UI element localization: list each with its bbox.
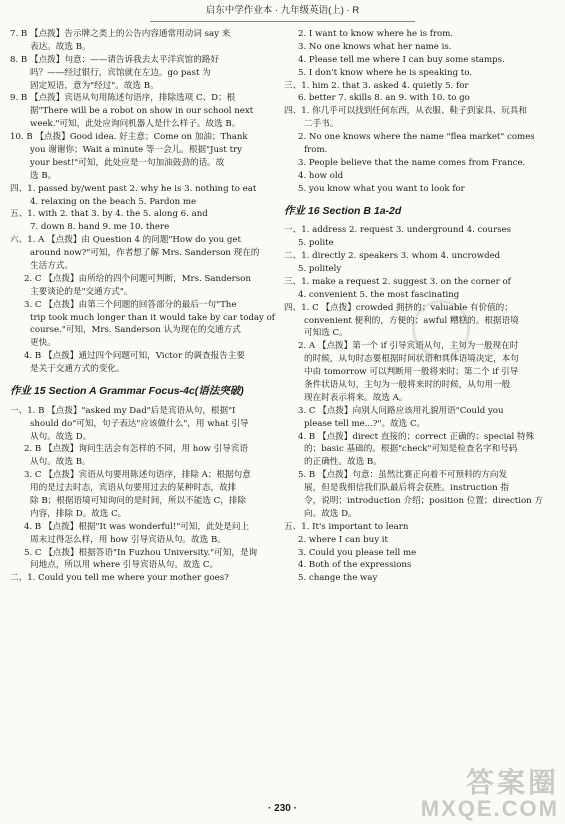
answer-line: 固定短语，意为"经过"。故选 B。 [30, 80, 159, 91]
answer-line: 吗？——经过银行，宾馆就在左边。go past 为 [30, 67, 211, 78]
answer-line: 据"There will be a robot on show in our school next [30, 106, 254, 117]
answer-line: 7. down 8. hand 9. me 10. there [30, 222, 170, 233]
answer-line: 生活方式。 [30, 261, 73, 272]
answer-line: 4. B 【点拨】根据"It was wonderful!"可知，此处是问上 [24, 521, 250, 532]
answer-line: 除 B；根据语境可知询问的是时间，所以不能选 C，排除 [30, 496, 247, 507]
answer-line: 5. I don't know where he is speaking to. [298, 67, 473, 78]
answer-line: 二、1. Could you tell me where your mother goes? [10, 573, 229, 584]
answer-line: 3. C 【点拨】由第三个问题的回答部分的最后一句"The [24, 299, 237, 310]
answer-line: 2. A 【点拨】第一个 if 引导宾语从句，主句为一般现在时 [298, 341, 519, 352]
answer-line: 更快。 [30, 338, 56, 349]
answer-line: 8. B 【点拨】句意：——请告诉我去太平洋宾馆的路好 [10, 54, 220, 65]
watermark-line-1: 答案圈 [465, 766, 559, 798]
answer-line: should do"可知，句子表达"应该做什么"，用 what 引导 [30, 418, 249, 429]
header-title: 启东中学作业本 · 九年级英语(上) · R [205, 5, 360, 16]
answer-line: 4. how old [298, 170, 344, 181]
answer-line: around now?"可知，作者想了解 Mrs. Sanderson 现在的 [30, 248, 260, 259]
answer-line: 四、1. passed by/went past 2. why he is 3. nothing to eat [10, 183, 257, 194]
answer-line: 5. politely [298, 264, 342, 274]
answer-line: 条件状语从句，主句为一般将来时的时候，从句用一般 [304, 380, 511, 391]
answer-line: 5. polite [298, 238, 334, 249]
answer-line: 2. No one knows where the name "flea market" comes [298, 132, 535, 143]
answer-line: 的；basic 基础的。根据"check"可知是检查名字和号码 [304, 444, 518, 455]
answer-line: 中由 tomorrow 可以判断用一般将来时；第二个 if 引导 [304, 367, 519, 378]
page-number: · 230 · [268, 803, 297, 814]
section-heading: 作业 15 Section A Grammar Focus-4c(语法突破) [10, 385, 244, 398]
answer-line: please tell me...?"。故选 C。 [304, 418, 426, 429]
answer-line: 4. B 【点拨】通过四个问题可知，Victor 的调查报告主要 [24, 351, 245, 362]
answer-line: 可知选 C。 [304, 328, 348, 339]
answer-line: week."可知，此处应询问机器人是什么样子。故选 B。 [30, 119, 241, 130]
answer-line: 2. B 【点拨】询问生活会有怎样的不同，用 how 引导宾语 [24, 444, 248, 455]
answer-line: 4. Both of the expressions [298, 560, 412, 571]
answer-line: 问地点，所以用 where 引导宾语从句。故选 C。 [30, 560, 219, 571]
answer-line: 令，说明；introduction 介绍；position 位置；direction 方 [304, 496, 544, 507]
answer-line: 周末过得怎么样，用 how 引导宾语从句。故选 B。 [30, 534, 226, 545]
answer-line: 2. C 【点拨】由所给的四个问题可判断，Mrs. Sanderson [24, 273, 251, 284]
answer-line: convenient 便利的，方便的；awful 糟糕的。根据语境 [304, 315, 519, 326]
answer-line: 一、1. address 2. request 3. underground 4. courses [284, 225, 512, 236]
answer-line: course."可知，Mrs. Sanderson 认为现在的交通方式 [30, 325, 241, 336]
answer-line: 3. C 【点拨】宾语从句要用陈述句语序，排除 A；根据句意 [24, 470, 251, 481]
answer-line: 向。故选 D。 [304, 508, 357, 519]
answer-line: 5. B 【点拨】句意：虽然比赛正向着不可预料的方向发 [298, 470, 508, 481]
answer-line: 四、1. 你几乎可以找到任何东西，从衣服、鞋子到家具、玩具和 [284, 106, 527, 117]
answer-line: 的正确性。故选 B。 [304, 457, 382, 468]
answer-line: 三、1. make a request 2. suggest 3. on the corner of [284, 276, 511, 287]
page-header [0, 0, 565, 24]
answer-line: 3. No one knows what her name is. [298, 41, 452, 52]
answer-line: you 谢谢你；Wait a minute 等一会儿。根据"Just try [30, 145, 243, 156]
answer-line: your best!"可知，此处应是一句加油鼓劲的话。故 [30, 157, 225, 168]
answer-line: 五、1. with 2. that 3. by 4. the 5. along 6. and [10, 209, 208, 220]
answer-line: 从句。故选 D。 [30, 431, 92, 442]
answer-line: 内容，排除 D。故选 C。 [30, 508, 127, 519]
answer-line: 是关于交通方式的变化。 [30, 364, 125, 375]
answer-line: 6. better 7. skills 8. an 9. with 10. to go [298, 93, 470, 104]
answer-line: 7. B 【点拨】告示牌之类上的公告内容通常用动词 say 来 [10, 29, 231, 39]
answer-line: 3. People believe that the name comes from France. [298, 157, 526, 168]
answer-line: 展，但是我相信我们队最后将会获胜。instruction 指 [304, 483, 509, 494]
answer-line: 10. B 【点拨】Good idea. 好主意；Come on 加油；Thank [10, 132, 248, 143]
answer-line: 五、1. It's important to learn [284, 521, 409, 532]
answer-line: 四、1. C 【点拨】crowded 拥挤的；valuable 有价值的； [284, 302, 513, 313]
answer-line: 现在时表示将来。故选 A。 [304, 392, 408, 403]
section-heading: 作业 16 Section B 1a-2d [284, 204, 402, 217]
answer-line: 9. B 【点拨】宾语从句用陈述句语序，排除选项 C、D；根 [10, 93, 236, 104]
answer-line: 3. C 【点拨】向别人问路应该用礼貌用语"Could you [298, 405, 504, 416]
answer-line: 二手书。 [304, 119, 339, 130]
answer-line: 2. where I can buy it [298, 534, 388, 545]
answer-line: 4. convenient 5. the most fascinating [298, 289, 460, 300]
answer-line: from. [304, 145, 328, 156]
answer-line: 3. Could you please tell me [298, 547, 417, 558]
answer-line: 一、1. B 【点拨】"asked my Dad"后是宾语从句，根据"I [10, 405, 236, 416]
header-rule [150, 21, 415, 22]
answer-line: 5. change the way [298, 573, 378, 584]
answer-line: 2. I want to know where he is from. [298, 29, 454, 39]
answer-line: 的时候，从句时态要根据时间状语和具体语境决定，本句 [304, 354, 519, 365]
watermark-line-2: MXQE.COM [420, 795, 559, 821]
answer-line: 选 B。 [30, 170, 57, 181]
answer-line: 4. relaxing on the beach 5. Pardon me [30, 196, 197, 207]
answer-line: 从句。故选 B。 [30, 457, 91, 468]
answer-line: 三、1. him 2. that 3. asked 4. quietly 5. for [284, 80, 469, 91]
left-column [10, 28, 281, 790]
answer-line: 用的是过去时态，宾语从句要用过去的某种时态，故排 [30, 483, 237, 494]
watermark [421, 768, 559, 820]
answer-line: 5. you know what you want to look for [298, 183, 465, 194]
right-column [284, 28, 556, 790]
answer-line: 表达。故选 B。 [30, 41, 91, 52]
answer-line: 主要谈论的是"交通方式"。 [30, 286, 133, 297]
answer-line: 5. C 【点拨】根据答语"In Fuzhou University."可知，是询 [24, 547, 258, 558]
answer-line: 六、1. A 【点拨】由 Question 4 的问题"How do you get [10, 235, 241, 246]
answer-line: 二、1. directly 2. speakers 3. whom 4. uncrowded [284, 251, 501, 262]
answer-line: 4. Please tell me where I can buy some stamps. [298, 54, 505, 65]
answer-line: trip took much longer than it would take by car today of [30, 312, 275, 323]
answer-line: 4. B 【点拨】direct 直接的；correct 正确的；special 特殊 [298, 431, 535, 442]
